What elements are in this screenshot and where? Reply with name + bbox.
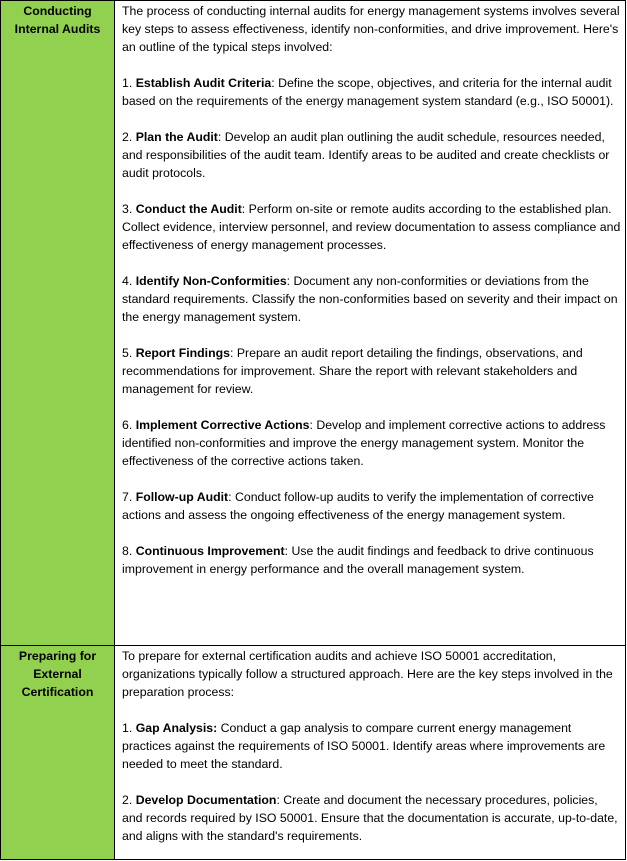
list-item: 1. Gap Analysis: Conduct a gap analysis to compare current energy management practices against the requirements of ISO 50001. Identify areas where improvements are needed to meet the standard. bbox=[122, 721, 606, 771]
step-title: Establish Audit Criteria bbox=[135, 76, 272, 90]
step-title: Identify Non-Conformities bbox=[135, 274, 287, 288]
section-intro: To prepare for external certification audits and achieve ISO 50001 accreditation, organizations typically follow a structured approach. Here are the key steps involved in the preparation process: bbox=[122, 649, 613, 699]
list-item: 8. Continuous Improvement: Use the audit findings and feedback to drive continuous improvement in energy performance and the overall management system. bbox=[122, 544, 594, 576]
step-text: Conduct a gap analysis to compare current energy management practices against the requirements of ISO 50001. Identify areas where improvements are needed to meet the standard. bbox=[122, 721, 606, 771]
section-intro: The process of conducting internal audits for energy management systems involves several key steps to assess effectiveness, identify non-conformities, and drive improvement. Here's an outline of the typical steps involved: bbox=[122, 4, 620, 54]
step-text: Develop an audit plan outlining the audit schedule, resources needed, and responsibilities of the audit team. Identify areas to be audited and create checklists or audit protocols. bbox=[122, 130, 610, 180]
table-row bbox=[1, 1, 626, 646]
step-text: Prepare an audit report detailing the findings, observations, and recommendations for improvement. Share the report with relevant stakeholders and management for review. bbox=[122, 346, 583, 396]
step-title: Develop Documentation bbox=[135, 793, 277, 807]
list-item: 7. Follow-up Audit: Conduct follow-up audits to verify the implementation of corrective actions and assess the ongoing effectiveness of the energy management system. bbox=[122, 490, 594, 522]
list-item: 2. Plan the Audit: Develop an audit plan outlining the audit schedule, resources needed, and responsibilities of the audit team. Identify areas to be audited and create checklists or audit protocols. bbox=[122, 130, 610, 180]
list-item: 1. Establish Audit Criteria: Define the scope, objectives, and criteria for the internal audit based on the requirements of the energy management system standard (e.g., ISO 50001). bbox=[122, 76, 614, 108]
step-title: Conduct the Audit bbox=[135, 202, 242, 216]
list-item: 2. Develop Documentation: Create and document the necessary procedures, policies, and records required by ISO 50001. Ensure that the documentation is accurate, up-to-date, and aligns with the standard's requirements. bbox=[122, 793, 618, 843]
section-content bbox=[115, 646, 626, 860]
step-text: Conduct follow-up audits to verify the implementation of corrective actions and assess the ongoing effectiveness of the energy management system. bbox=[122, 490, 594, 522]
step-title: Continuous Improvement bbox=[135, 544, 285, 558]
step-text: Develop and implement corrective actions to address identified non-conformities and improve the energy management system. Monitor the effectiveness of the corrective actions taken. bbox=[122, 418, 606, 468]
section-label: Preparing for External Certification bbox=[1, 646, 115, 860]
section-content bbox=[115, 1, 626, 646]
step-text: Use the audit findings and feedback to drive continuous improvement in energy performance and the overall management system. bbox=[122, 544, 594, 576]
step-text: Create and document the necessary procedures, policies, and records required by ISO 50001. Ensure that the documentation is accurate, up-to-date, and aligns with the standard's requirements. bbox=[122, 793, 618, 843]
step-title: Implement Corrective Actions bbox=[135, 418, 310, 432]
step-title: Report Findings bbox=[135, 346, 230, 360]
step-text: Define the scope, objectives, and criteria for the internal audit based on the requirements of the energy management system standard (e.g., ISO 50001). bbox=[122, 76, 614, 108]
table-row bbox=[1, 646, 626, 860]
step-text: Perform on-site or remote audits according to the established plan. Collect evidence, interview personnel, and review documentation to assess compliance and effectiveness of energy management processes. bbox=[122, 202, 621, 252]
step-title: Follow-up Audit bbox=[135, 490, 229, 504]
step-title: Gap Analysis: bbox=[135, 721, 218, 735]
step-title: Plan the Audit bbox=[135, 130, 218, 144]
list-item: 4. Identify Non-Conformities: Document any non-conformities or deviations from the standard requirements. Classify the non-conformities based on severity and their impact on the energy management system. bbox=[122, 274, 618, 324]
list-item: 5. Report Findings: Prepare an audit report detailing the findings, observations, and recommendations for improvement. Share the report with relevant stakeholders and management for review. bbox=[122, 346, 583, 396]
list-item: 6. Implement Corrective Actions: Develop and implement corrective actions to address identified non-conformities and improve the energy management system. Monitor the effectiveness of the corrective actions taken. bbox=[122, 418, 606, 468]
list-item: 3. Conduct the Audit: Perform on-site or remote audits according to the established plan. Collect evidence, interview personnel, and review documentation to assess compliance and effectiveness of energy management processes. bbox=[122, 202, 621, 252]
step-text: Document any non-conformities or deviations from the standard requirements. Classify the non-conformities based on severity and their impact on the energy management system. bbox=[122, 274, 618, 324]
section-label: Conducting Internal Audits bbox=[1, 1, 115, 646]
